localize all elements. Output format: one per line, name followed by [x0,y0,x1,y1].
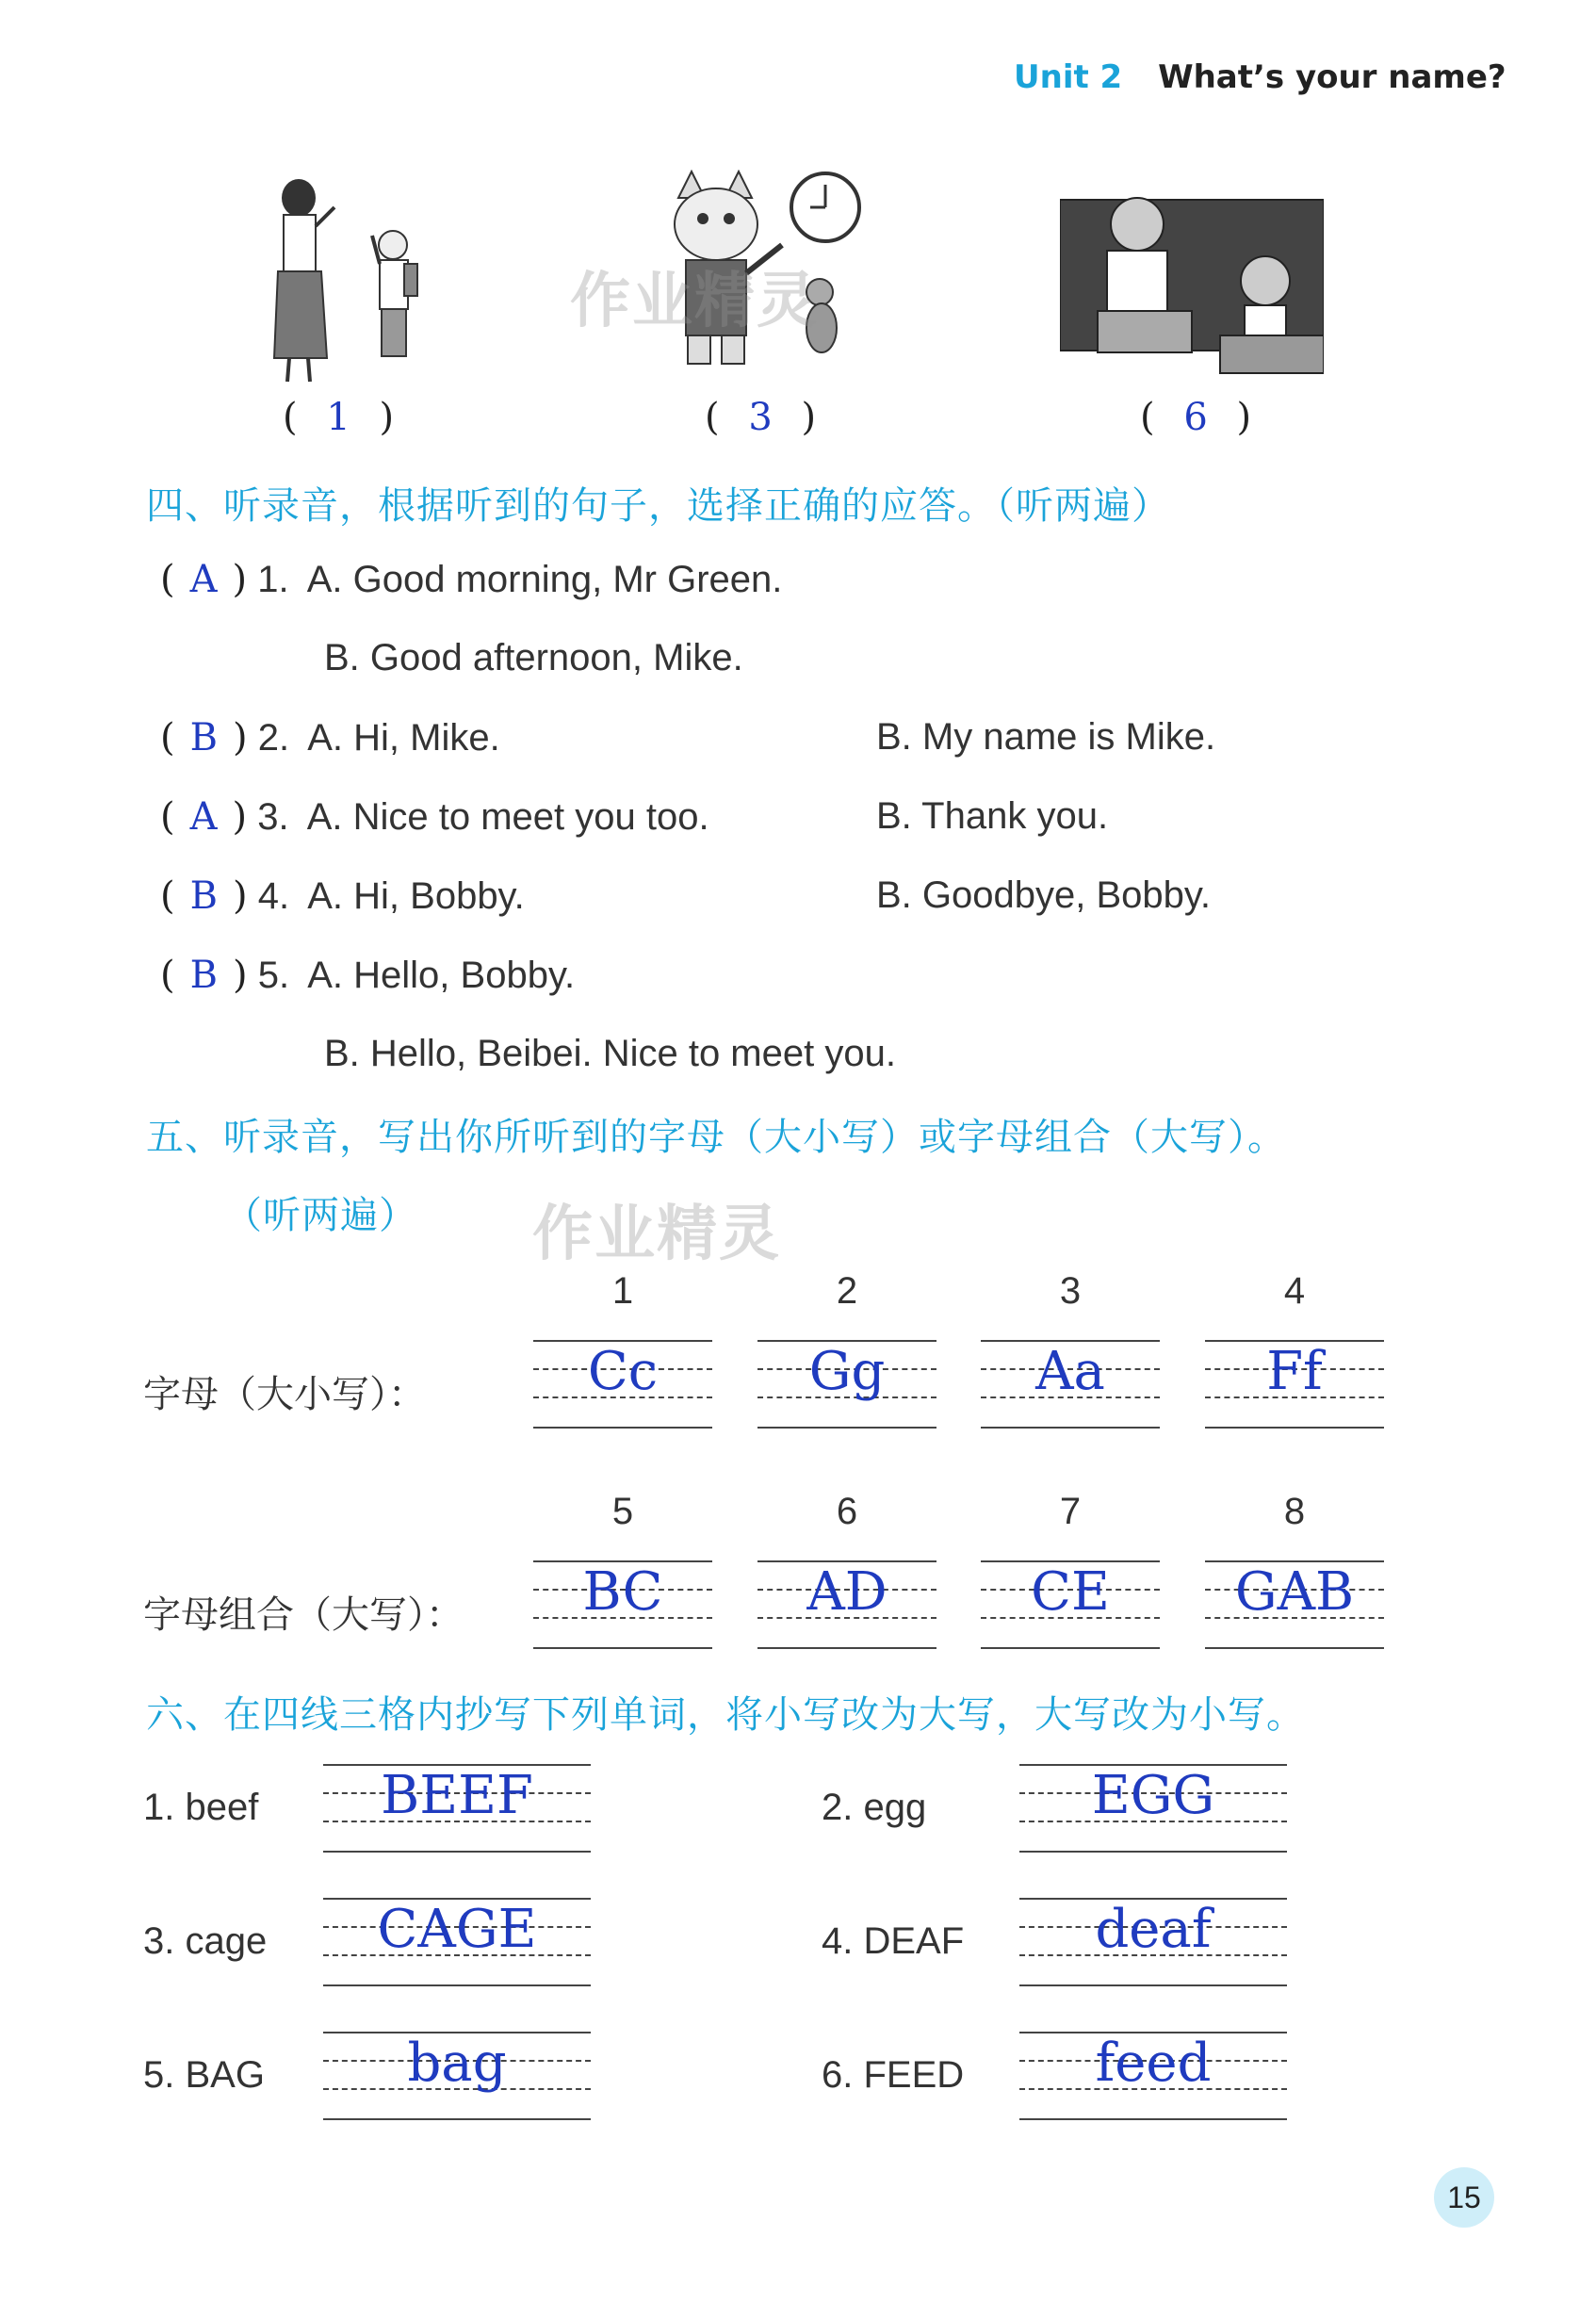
letter-answer-2: Gg [808,1341,886,1402]
combo-answer-8: GAB [1234,1561,1355,1623]
word-label-4: 4. DEAF [822,1920,965,1962]
watermark: 作业精灵 [532,1200,781,1269]
word-label-6: 6. FEED [822,2054,965,2096]
question-2: ( B ) 2. A. Hi, Mike. [160,716,500,759]
letter-number-5: 5 [611,1491,634,1532]
word-answer-2: EGG [1091,1765,1215,1826]
picture-answer-3: 6 [1183,396,1208,439]
letter-number-3: 3 [1059,1270,1082,1312]
letter-box-2 [757,1340,936,1430]
letter-answer-3: Aa [1035,1341,1105,1402]
combo-answer-5: BC [582,1561,663,1623]
word-label-2: 2. egg [822,1787,927,1828]
combo-box-5 [533,1560,712,1651]
letter-box-3 [981,1340,1160,1430]
word-label-5: 5. BAG [143,2054,265,2096]
letter-number-6: 6 [836,1491,858,1532]
picture-label-3: ( 6 ) [1140,396,1252,439]
letter-number-1: 1 [611,1270,634,1312]
question-4-answer: B [189,874,219,918]
section5-title: 五、听录音，写出你所听到的字母（大小写）或字母组合（大写）。 [146,1116,1286,1159]
picture-teacher-boy [240,170,438,386]
word-box-2 [1019,1764,1287,1854]
combo-answer-6: AD [806,1561,888,1623]
section5-title-note: （听两遍） [224,1194,417,1237]
word-answer-1: BEEF [381,1765,533,1826]
word-answer-5: bag [407,2033,507,2094]
question-4-option-b: B. Goodbye, Bobby. [876,874,1212,916]
watermark: 作业精灵 [570,267,819,336]
section6-title: 六、在四线三格内抄写下列单词，将小写改为大写，大写改为小写。 [146,1693,1305,1737]
picture-answer-2: 3 [748,396,773,439]
picture-classroom [1060,170,1324,386]
page-number: 15 [1434,2167,1494,2228]
word-label-1: 1. beef [143,1787,259,1828]
word-answer-3: CAGE [377,1899,537,1960]
question-1-option-b: B. Good afternoon, Mike. [324,637,743,678]
combo-box-8 [1205,1560,1384,1651]
combos-row-label: 字母组合（大写）： [143,1593,464,1637]
word-box-5 [323,2032,591,2122]
combo-box-6 [757,1560,936,1651]
letter-answer-4: Ff [1266,1341,1323,1402]
question-2-answer: B [189,716,219,759]
section4-title: 四、听录音，根据听到的句子，选择正确的应答。（听两遍） [146,484,1170,528]
word-label-3: 3. cage [143,1920,268,1962]
combo-answer-7: CE [1031,1561,1110,1623]
letter-number-8: 8 [1283,1491,1306,1532]
question-1: ( A ) 1. A. Good morning, Mr Green. [160,558,783,601]
letter-number-2: 2 [836,1270,858,1312]
picture-label-2: ( 3 ) [705,396,817,439]
word-answer-4: deaf [1095,1899,1212,1960]
unit-title: What’s your name? [1158,58,1506,96]
picture-label-1: ( 1 ) [283,396,395,439]
question-4: ( B ) 4. A. Hi, Bobby. [160,874,525,918]
word-box-6 [1019,2032,1287,2122]
question-3-answer: A [189,795,218,839]
word-answer-6: feed [1095,2033,1212,2094]
letter-box-4 [1205,1340,1384,1430]
question-3-option-b: B. Thank you. [876,795,1109,837]
question-3: ( A ) 3. A. Nice to meet you too. [160,795,709,839]
question-2-option-b: B. My name is Mike. [876,716,1216,758]
letter-box-1 [533,1340,712,1430]
question-1-answer: A [189,558,218,601]
page-header [1014,58,1506,96]
unit-label: Unit 2 [1014,58,1123,96]
letters-row-label: 字母（大小写）： [143,1373,426,1416]
picture-answer-1: 1 [326,396,350,439]
letter-number-7: 7 [1059,1491,1082,1532]
combo-box-7 [981,1560,1160,1651]
word-box-3 [323,1898,591,1988]
question-5: ( B ) 5. A. Hello, Bobby. [160,954,576,997]
letter-number-4: 4 [1283,1270,1306,1312]
question-5-answer: B [189,954,219,997]
question-5-option-b: B. Hello, Beibei. Nice to meet you. [324,1033,896,1074]
word-box-4 [1019,1898,1287,1988]
word-box-1 [323,1764,591,1854]
letter-answer-1: Cc [587,1341,659,1402]
